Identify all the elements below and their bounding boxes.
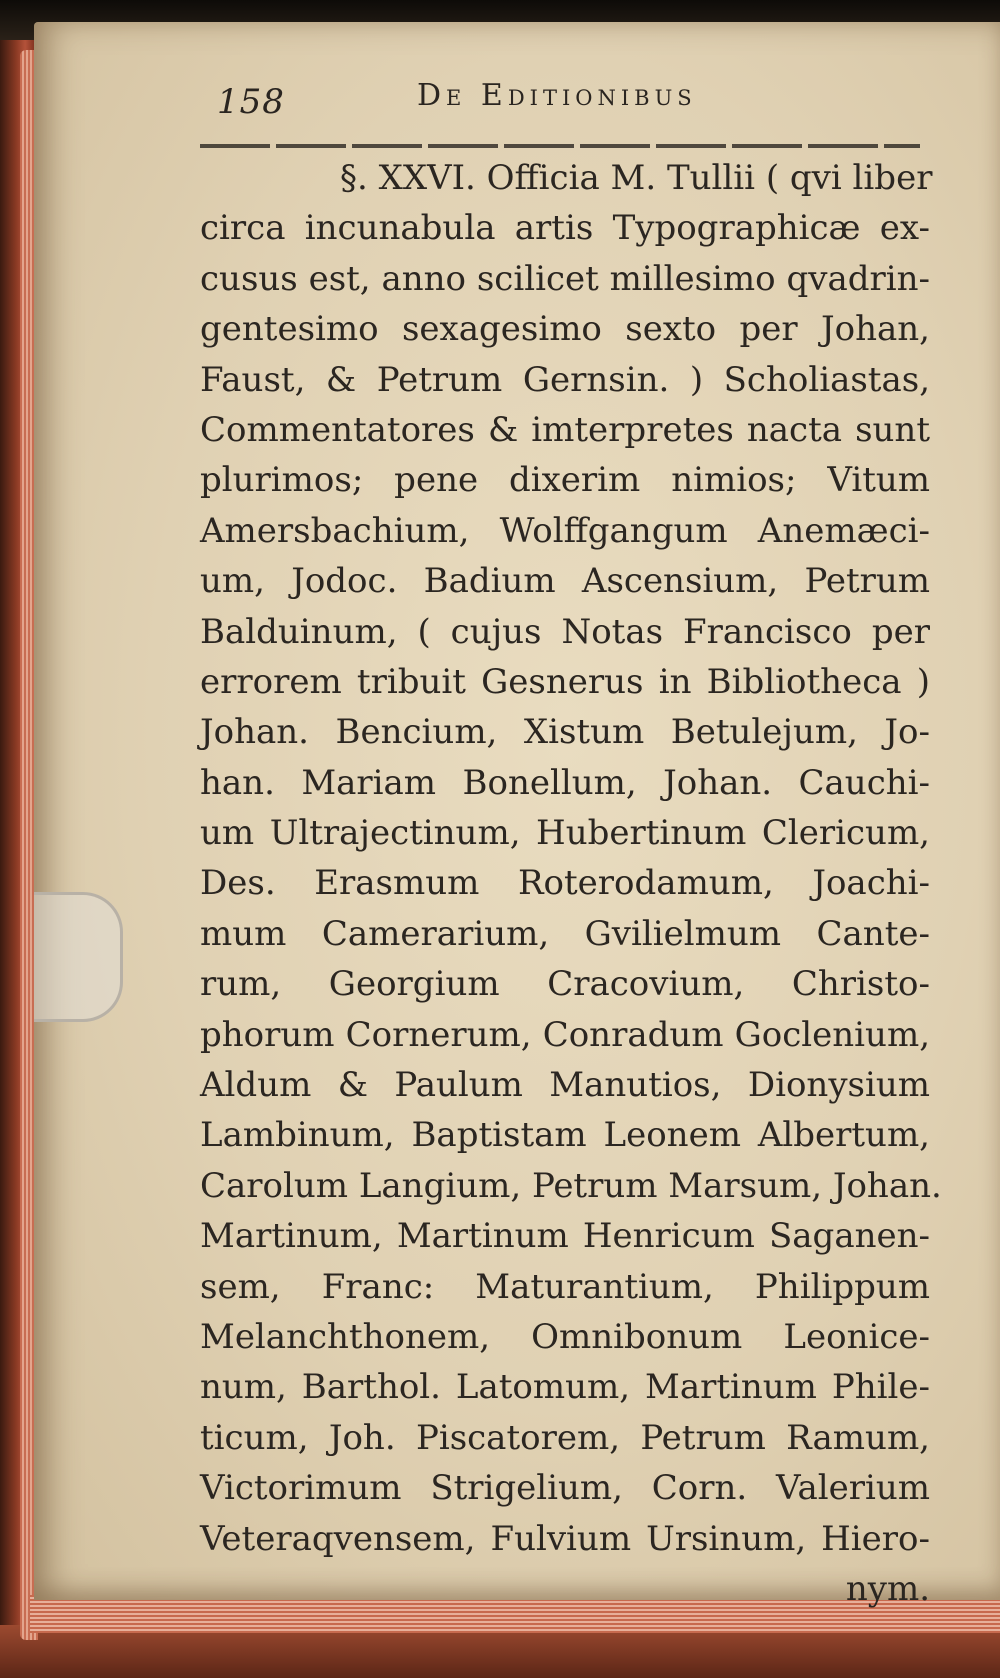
header-rule <box>200 144 920 148</box>
catchword: nym. <box>845 1568 930 1609</box>
text-line: Carolum Langium, Petrum Marsum, Johan. <box>200 1165 942 1206</box>
running-head-title: De Editionibus <box>417 78 697 113</box>
running-head <box>195 72 925 132</box>
text-line: um, Jodoc. Badium Ascensium, Petrum <box>200 561 930 602</box>
text-line: ticum, Joh. Piscatorem, Petrum Ramum, <box>200 1417 930 1458</box>
text-line: han. Mariam Bonellum, Johan. Cauchi- <box>200 762 930 803</box>
text-line: Amersbachium, Wolffgangum Anemæci- <box>200 510 930 551</box>
page-clip <box>34 892 123 1022</box>
text-line: Lambinum, Baptistam Leonem Albertum, <box>200 1115 930 1156</box>
text-line: num, Barthol. Latomum, Martinum Phile- <box>200 1367 930 1408</box>
text-line: mum Camerarium, Gvilielmum Cante- <box>200 913 930 954</box>
text-line: Veteraqvensem, Fulvium Ursinum, Hiero- <box>200 1518 930 1559</box>
text-line: cusus est, anno scilicet millesimo qvadrin- <box>200 258 930 299</box>
text-line: Commentatores & imterpretes nacta sunt <box>200 409 930 450</box>
text-line: Martinum, Martinum Henricum Saganen- <box>200 1216 930 1257</box>
text-line: Aldum & Paulum Manutios, Dionysium <box>200 1065 930 1106</box>
text-line: sem, Franc: Maturantium, Philippum <box>200 1266 930 1307</box>
text-line: Melanchthonem, Omnibonum Leonice- <box>200 1316 930 1357</box>
text-line: gentesimo sexagesimo sexto per Johan, <box>200 309 930 350</box>
text-line: §. XXVI. Officia M. Tullii ( qvi liber <box>340 158 933 198</box>
text-line: circa incunabula artis Typographicæ ex- <box>200 208 930 249</box>
text-line: errorem tribuit Gesnerus in Bibliotheca ) <box>200 661 930 702</box>
text-line: Victorimum Strigelium, Corn. Valerium <box>200 1468 930 1509</box>
text-line: phorum Cornerum, Conradum Goclenium, <box>200 1014 930 1055</box>
text-line: rum, Georgium Cracovium, Christo- <box>200 964 930 1005</box>
page-number: 158 <box>217 82 285 122</box>
body-text <box>200 153 942 1614</box>
text-line: Johan. Bencium, Xistum Betulejum, Jo- <box>200 712 930 753</box>
text-line: Faust, & Petrum Gernsin. ) Scholiastas, <box>200 359 930 400</box>
text-line: Des. Erasmum Roterodamum, Joachi- <box>200 863 930 904</box>
text-line: Balduinum, ( cujus Notas Francisco per <box>200 611 930 652</box>
text-line: um Ultrajectinum, Hubertinum Clericum, <box>200 813 930 854</box>
text-line: plurimos; pene dixerim nimios; Vitum <box>200 460 930 501</box>
